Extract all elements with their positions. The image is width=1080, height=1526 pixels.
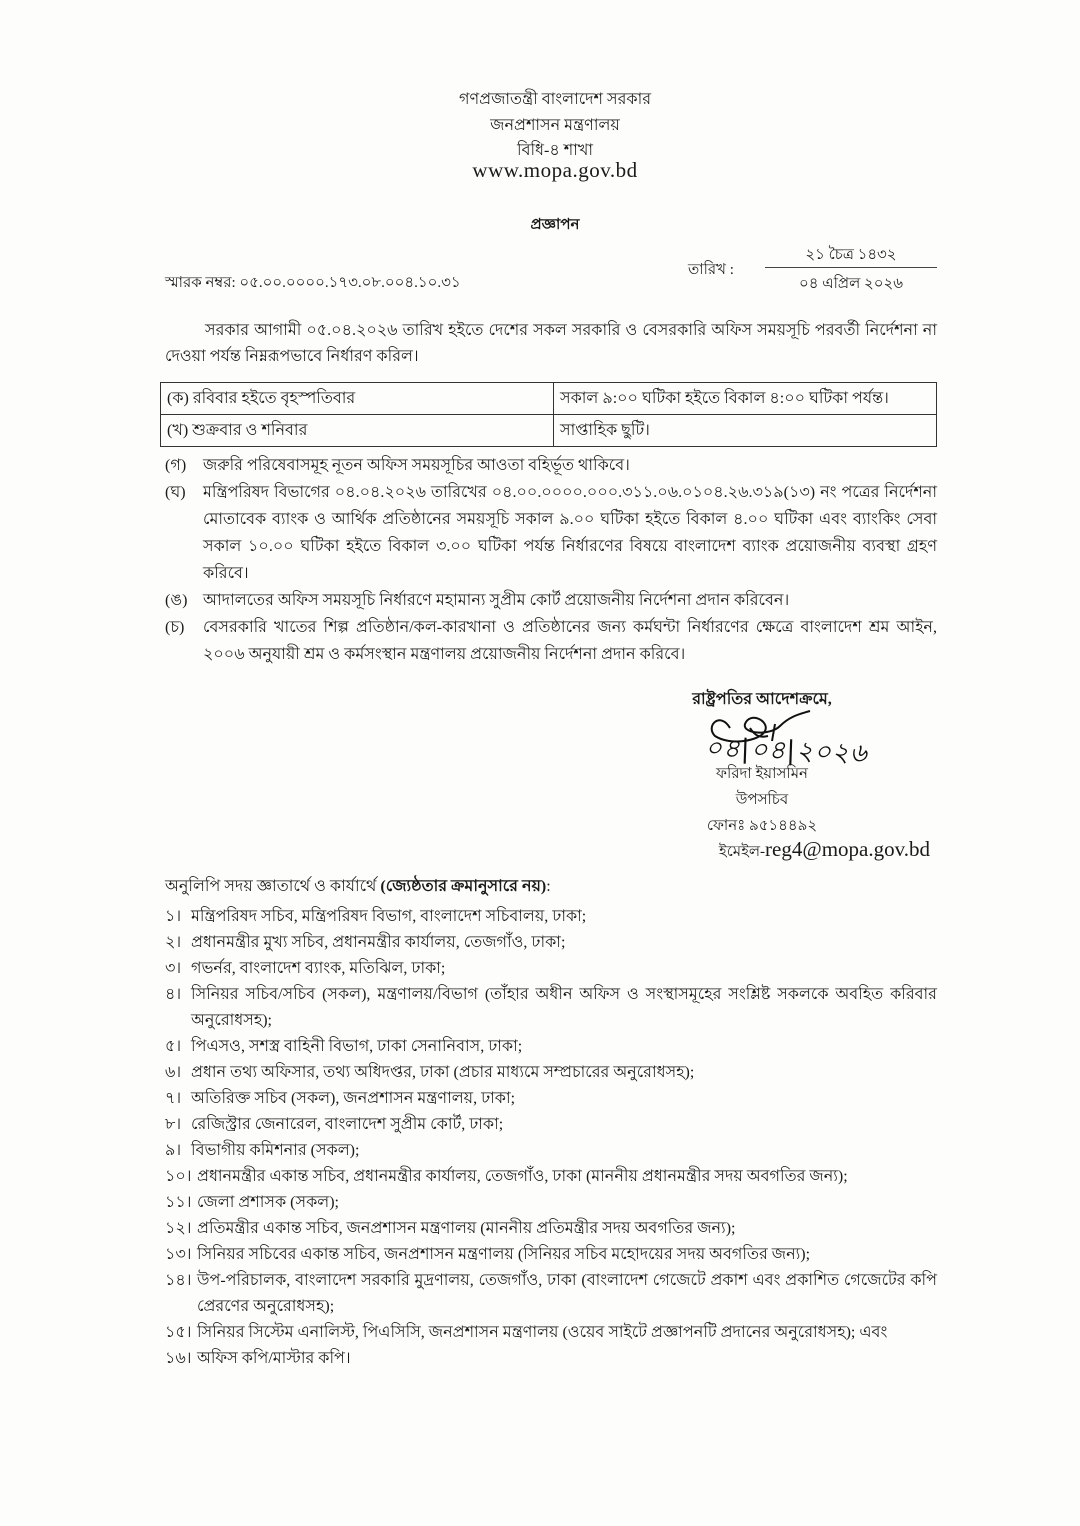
cc-item-text: প্রতিমন্ত্রীর একান্ত সচিব, জনপ্রশাসন মন্ত্রণালয় (মাননীয় প্রতিমন্ত্রীর সদয় অবগতির জন্য); bbox=[197, 1220, 736, 1237]
cc-item-number: ১০। bbox=[165, 1168, 192, 1185]
cc-item-text: উপ-পরিচালক, বাংলাদেশ সরকারি মুদ্রণালয়, তেজগাঁও, ঢাকা (বাংলাদেশ গেজেটে প্রকাশ এবং প্রকাশিত গেজেটের কপি প্রেরণের অনুরোধসহ); bbox=[197, 1272, 937, 1315]
cc-item-number: ৫। bbox=[165, 1038, 182, 1055]
cc-item-number: ৪। bbox=[165, 986, 182, 1003]
cc-list bbox=[165, 904, 937, 1372]
list-item bbox=[165, 614, 937, 668]
cc-item bbox=[165, 904, 937, 930]
cc-item-text: জেলা প্রশাসক (সকল); bbox=[197, 1194, 339, 1211]
email-label: ইমেইল- bbox=[718, 844, 766, 860]
cc-item-text: অতিরিক্ত সচিব (সকল), জনপ্রশাসন মন্ত্রণালয়, ঢাকা; bbox=[191, 1090, 516, 1107]
government-name: গণপ্রজাতন্ত্রী বাংলাদেশ সরকার bbox=[458, 91, 652, 108]
cc-item-number: ১৩। bbox=[165, 1246, 192, 1263]
item-label: (গ) bbox=[165, 457, 187, 474]
item-text: মন্ত্রিপরিষদ বিভাগের ০৪.০৪.২০২৬ তারিখের ০৪.০০.০০০০.০০০.৩১১.০৬.০১০৪.২৬.৩১৯(১৩) নং পত্রের নির্দেশনা মোতাবেক ব্যাংক ও আর্থিক প্রতিষ্ঠানের সময়সূচি সকাল ৯.০০ ঘটিকা হইতে বিকাল ৪.০০ ঘটিকা এবং ব্যাংকিং সেবা সকাল ১০.০০ ঘটিকা হইতে বিকাল ৩.০০ ঘটিকা পর্যন্ত নির্ধারণের বিষয়ে বাংলাদেশ ব্যাংক প্রয়োজনীয় ব্যবস্থা গ্রহণ করিবে। bbox=[203, 484, 937, 582]
cc-item bbox=[165, 982, 937, 1034]
copy-distribution bbox=[165, 874, 937, 1372]
schedule-days: (ক) রবিবার হইতে বৃহস্পতিবার bbox=[161, 383, 554, 415]
cc-item-number: ৯। bbox=[165, 1142, 182, 1159]
email-link[interactable]: reg4@mopa.gov.bd bbox=[765, 837, 930, 861]
item-label: (ঘ) bbox=[165, 484, 186, 501]
cc-item-text: প্রধানমন্ত্রীর মুখ্য সচিব, প্রধানমন্ত্রীর কার্যালয়, তেজগাঁও, ঢাকা; bbox=[191, 934, 566, 951]
cc-item bbox=[165, 1268, 937, 1320]
memo-number bbox=[165, 271, 461, 296]
office-schedule-table bbox=[160, 382, 937, 447]
cc-item-text: প্রধান তথ্য অফিসার, তথ্য অধিদপ্তর, ঢাকা (প্রচার মাধ্যমে সম্প্রচারের অনুরোধসহ); bbox=[191, 1064, 695, 1081]
schedule-time: সকাল ৯:০০ ঘটিকা হইতে বিকাল ৪:০০ ঘটিকা পর্যন্ত। bbox=[554, 383, 937, 415]
cc-item-number: ১৪। bbox=[165, 1272, 192, 1289]
cc-item-text: বিভাগীয় কমিশনার (সকল); bbox=[191, 1142, 360, 1159]
cc-item bbox=[165, 1346, 937, 1372]
authority-line: রাষ্ট্রপতির আদেশক্রমে, bbox=[692, 691, 832, 708]
signatory-phone: ফোনঃ ৯৫১৪৪৯২ bbox=[706, 818, 818, 834]
cc-item-text: প্রধানমন্ত্রীর একান্ত সচিব, প্রধানমন্ত্রীর কার্যালয়, তেজগাঁও, ঢাকা (মাননীয় প্রধানমন্ত্রীর সদয় অবগতির জন্য); bbox=[197, 1168, 848, 1185]
cc-item bbox=[165, 1190, 937, 1216]
cc-item bbox=[165, 1060, 937, 1086]
date-bangla: ২১ চৈত্র ১৪৩২ bbox=[805, 247, 897, 263]
website-link[interactable]: www.mopa.gov.bd bbox=[472, 158, 638, 182]
cc-item bbox=[165, 1086, 937, 1112]
list-item bbox=[165, 587, 937, 614]
cc-item bbox=[165, 1164, 937, 1190]
list-item bbox=[165, 452, 937, 479]
cc-item bbox=[165, 1242, 937, 1268]
cc-item-number: ৭। bbox=[165, 1090, 182, 1107]
cc-item bbox=[165, 1138, 937, 1164]
ministry-name: জনপ্রশাসন মন্ত্রণালয় bbox=[490, 117, 620, 134]
cc-item-text: সিনিয়র সচিবের একান্ত সচিব, জনপ্রশাসন মন্ত্রণালয় (সিনিয়র সচিব মহোদয়ের সদয় অবগতির জন্য); bbox=[197, 1246, 811, 1263]
item-text: জরুরি পরিষেবাসমূহ নূতন অফিস সময়সূচির আওতা বহির্ভূত থাকিবে। bbox=[203, 457, 630, 474]
cc-item-number: ১২। bbox=[165, 1220, 192, 1237]
item-text: বেসরকারি খাতের শিল্প প্রতিষ্ঠান/কল-কারখানা ও প্রতিষ্ঠানের জন্য কর্মঘন্টা নির্ধারণের ক্ষেত্রে বাংলাদেশ শ্রম আইন, ২০০৬ অনুযায়ী শ্রম ও কর্মসংস্থান মন্ত্রণালয় প্রয়োজনীয় নির্দেশনা প্রদান করিবে। bbox=[203, 619, 937, 663]
list-item bbox=[165, 479, 937, 587]
date-gregorian: ০৪ এপ্রিল ২০২৬ bbox=[798, 276, 904, 292]
cc-item bbox=[165, 1320, 937, 1346]
memo-label: স্মারক নম্বর: bbox=[165, 275, 236, 291]
cc-item-number: ৬। bbox=[165, 1064, 182, 1081]
directive-list bbox=[165, 452, 937, 668]
signatory-email bbox=[719, 837, 930, 865]
cc-item-text: অফিস কপি/মাস্টার কপি। bbox=[197, 1350, 351, 1367]
cc-item-number: ২। bbox=[165, 934, 182, 951]
cc-item-text: গভর্নর, বাংলাদেশ ব্যাংক, মতিঝিল, ঢাকা; bbox=[191, 960, 446, 977]
cc-heading-colon: : bbox=[546, 878, 551, 895]
cc-item bbox=[165, 1112, 937, 1138]
memo-value: ০৫.০০.০০০০.১৭৩.০৮.০০৪.১০.৩১ bbox=[239, 275, 461, 291]
schedule-days: (খ) শুক্রবার ও শনিবার bbox=[161, 415, 554, 447]
date-divider bbox=[765, 267, 937, 268]
cc-item-number: ১। bbox=[165, 908, 182, 925]
cc-item bbox=[165, 1216, 937, 1242]
cc-item-number: ৩। bbox=[165, 960, 182, 977]
cc-item bbox=[165, 930, 937, 956]
signed-date: ০৪|০৪|২০২৬ bbox=[704, 733, 869, 769]
cc-item bbox=[165, 956, 937, 982]
cc-item-number: ৮। bbox=[165, 1116, 182, 1133]
cc-item-text: পিএসও, সশস্ত্র বাহিনী বিভাগ, ঢাকা সেনানিবাস, ঢাকা; bbox=[191, 1038, 523, 1055]
cc-item-number: ১৫। bbox=[165, 1324, 192, 1341]
item-label: (চ) bbox=[165, 619, 185, 636]
document-title: প্রজ্ঞাপন bbox=[530, 217, 580, 233]
cc-item-text: রেজিস্ট্রার জেনারেল, বাংলাদেশ সুপ্রীম কোর্ট, ঢাকা; bbox=[191, 1116, 504, 1133]
cc-item-text: সিনিয়র সিস্টেম এনালিস্ট, পিএসিসি, জনপ্রশাসন মন্ত্রণালয় (ওয়েব সাইটে প্রজ্ঞাপনটি প্রদানের অনুরোধসহ); এবং bbox=[197, 1324, 888, 1341]
item-text: আদালতের অফিস সময়সূচি নির্ধারণে মহামান্য সুপ্রীম কোর্ট প্রয়োজনীয় নির্দেশনা প্রদান করিবেন। bbox=[203, 592, 790, 609]
table-row bbox=[161, 383, 937, 415]
cc-item-number: ১১। bbox=[165, 1194, 192, 1211]
cc-item-number: ১৬। bbox=[165, 1350, 192, 1367]
table-row bbox=[161, 415, 937, 447]
cc-heading-text: অনুলিপি সদয় জ্ঞাতার্থে ও কার্যার্থে bbox=[165, 878, 377, 895]
cc-heading bbox=[165, 874, 937, 900]
cc-item-text: মন্ত্রিপরিষদ সচিব, মন্ত্রিপরিষদ বিভাগ, বাংলাদেশ সচিবালয়, ঢাকা; bbox=[191, 908, 587, 925]
cc-heading-note: (জ্যেষ্ঠতার ক্রমানুসারে নয়) bbox=[380, 878, 547, 895]
schedule-time: সাপ্তাহিক ছুটি। bbox=[554, 415, 937, 447]
intro-paragraph: সরকার আগামী ০৫.০৪.২০২৬ তারিখ হইতে দেশের সকল সরকারি ও বেসরকারি অফিস সময়সূচি পরবর্তী নির্দেশনা না দেওয়া পর্যন্ত নিম্নরূপভাবে নির্ধারণ করিল। bbox=[165, 322, 937, 365]
signatory-designation: উপসচিব bbox=[735, 792, 789, 808]
branch-name: বিধি-৪ শাখা bbox=[517, 142, 593, 159]
signatory-name: ফরিদা ইয়াসমিন bbox=[716, 766, 808, 782]
cc-item-text: সিনিয়র সচিব/সচিব (সকল), মন্ত্রণালয়/বিভাগ (তাঁহার অধীন অফিস ও সংস্থাসমূহের সংশ্লিষ্ট সকলকে অবহিত করিবার অনুরোধসহ); bbox=[191, 986, 937, 1029]
cc-item bbox=[165, 1034, 937, 1060]
item-label: (ঙ) bbox=[165, 592, 188, 609]
date-label: তারিখ : bbox=[688, 262, 734, 278]
